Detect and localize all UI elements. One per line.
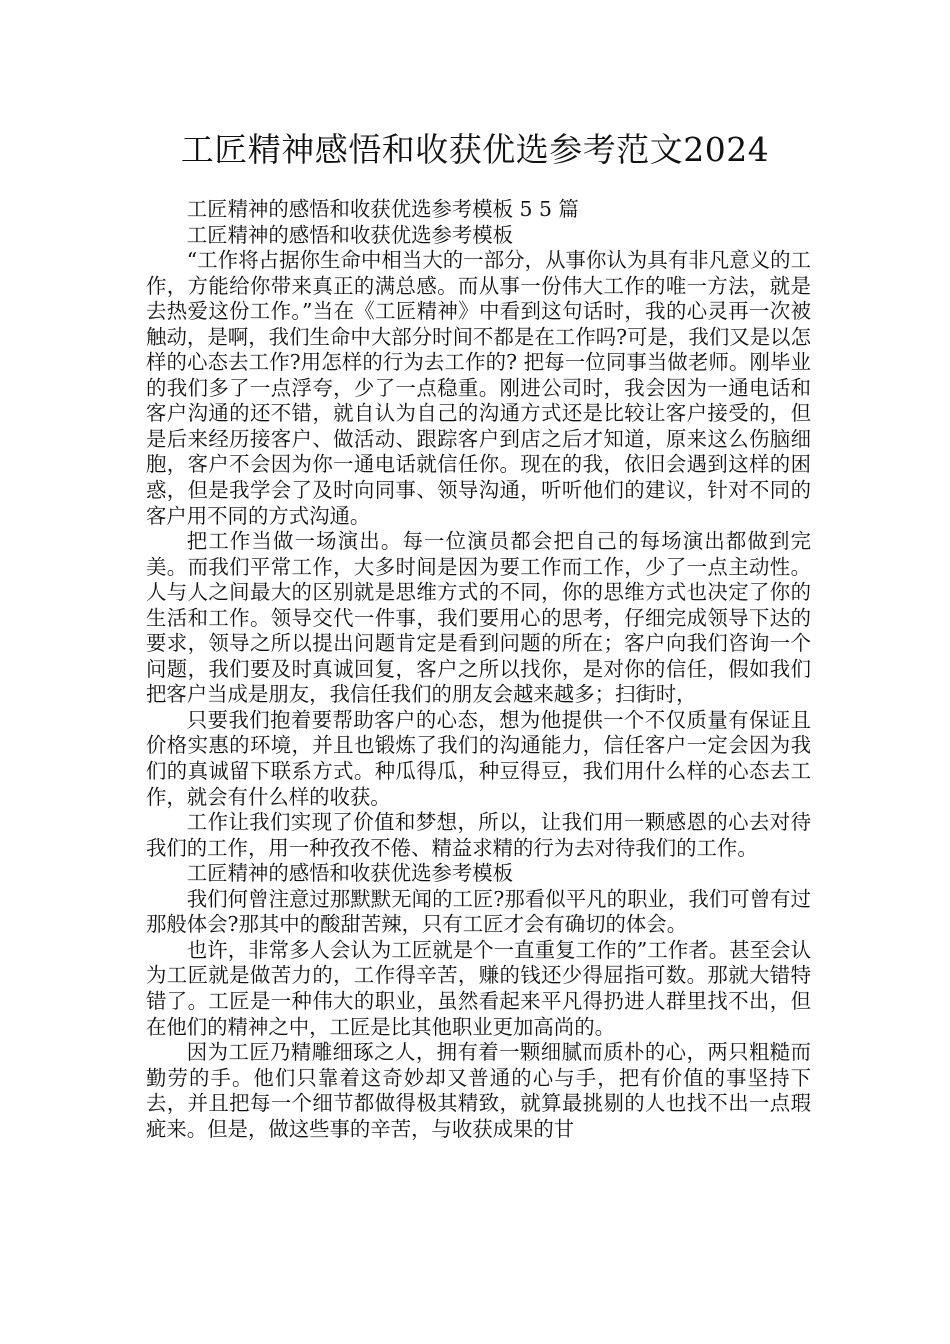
body-paragraph: 把工作当做一场演出。每一位演员都会把自己的每场演出都做到完美。而我们平常工作，大多时间是因为要工作而工作，少了一点主动性。人与人之间最大的区别就是思维方式的不同，你的思维方式也决定了你的生活和工作。领导交代一件事，我们要用心的思考，仔细完成领导下达的要求，领导之所以提出问题肯定是看到问题的所在；客户向我们咨询一个问题，我们要及时真诚回复，客户之所以找你，是对你的信任，假如我们把客户当成是朋友，我信任我们的朋友会越来越多；扫街时， (146, 529, 811, 707)
section-heading: 工匠精神的感悟和收获优选参考模板 (186, 861, 514, 886)
document-body (146, 197, 811, 1142)
body-paragraph: 因为工匠乃精雕细琢之人，拥有着一颗细腻而质朴的心，两只粗糙而勤劳的手。他们只靠着这奇妙却又普通的心与手，把有价值的事坚持下去，并且把每一个细节都做得极其精致，就算最挑剔的人也找不出一点瑕疵来。但是，做这些事的辛苦，与收获成果的甘 (146, 1040, 811, 1141)
section-heading: 工匠精神的感悟和收获优选参考模板 (186, 222, 514, 247)
body-paragraph: 只要我们抱着要帮助客户的心态，想为他提供一个不仅质量有保证且价格实惠的环境，并且也锻炼了我们的沟通能力，信任客户一定会因为我们的真诚留下联系方式。种瓜得瓜，种豆得豆，我们用什么样的心态去工作，就会有什么样的收获。 (146, 707, 811, 809)
body-paragraph: 也许，非常多人会认为工匠就是个一直重复工作的”工作者。甚至会认为工匠就是做苦力的，工作得辛苦，赚的钱还少得屈指可数。那就大错特错了。工匠是一种伟大的职业，虽然看起来平凡得扔进人群里找不出，但在他们的精神之中，工匠是比其他职业更加高尚的。 (146, 937, 811, 1039)
subtitle-line: 工匠精神的感悟和收获优选参考模板 5 5 篇 (186, 197, 579, 221)
body-paragraph: 工作让我们实现了价值和梦想，所以，让我们用一颗感恩的心去对待我们的工作，用一种孜孜不倦、精益求精的行为去对待我们的工作。 (146, 810, 811, 860)
document-title: 工匠精神感悟和收获优选参考范文2024 (180, 130, 770, 169)
body-paragraph: “工作将占据你生命中相当大的一部分，从事你认为具有非凡意义的工作，方能给你带来真正的满总感。而从事一份伟大工作的唯一方法，就是去热爱这份工作。”当在《工匠精神》中看到这句话时，我的心灵再一次被触动，是啊，我们生命中大部分时间不都是在工作吗?可是，我们又是以怎样的心态去工作?用怎样的行为去工作的? 把每一位同事当做老师。刚毕业的我们多了一点浮夸，少了一点稳重。刚进公司时，我会因为一通电话和客户沟通的还不错，就自认为自己的沟通方式还是比较让客户接受的，但是后来经历接客户、做活动、跟踪客户到店之后才知道，原来这么伤脑细胞，客户不会因为你一通电话就信任你。现在的我，依旧会遇到这样的困惑，但是我学会了及时向同事、领导沟通，听听他们的建议，针对不同的客户用不同的方式沟通。 (146, 248, 811, 528)
body-paragraph: 我们何曾注意过那默默无闻的工匠?那看似平凡的职业，我们可曾有过那般体会?那其中的酸甜苦辣，只有工匠才会有确切的体会。 (146, 886, 811, 937)
